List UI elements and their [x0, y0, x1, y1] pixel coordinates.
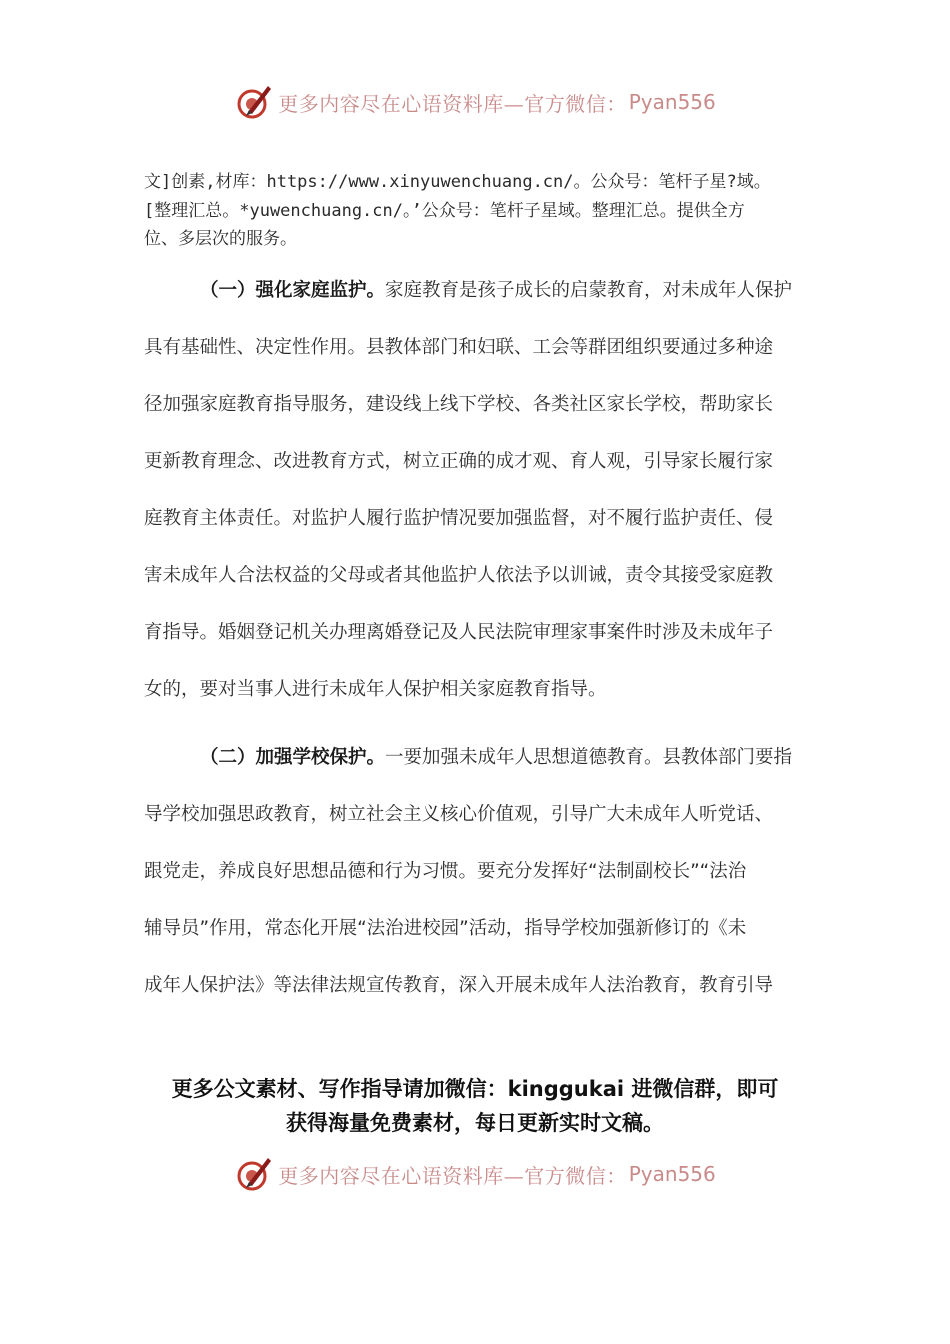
- footer-cta-line: 获得海量免费素材，每日更新实时文稿。: [286, 1111, 664, 1135]
- quill-pen-logo-icon: [234, 82, 274, 122]
- paragraph-line: 育指导。婚姻登记机关办理离婚登记及人民法院审理家事案件时涉及未成年子: [144, 622, 774, 643]
- paragraph-line: 成年人保护法》等法律法规宣传教育，深入开展未成年人法治教育，教育引导: [144, 975, 774, 996]
- watermark-line: 位、多层次的服务。: [144, 229, 297, 249]
- paragraph-line: 导学校加强思政教育，树立社会主义核心价值观，引导广大未成年人听党话、: [144, 804, 774, 825]
- paragraph-line: 更新教育理念、改进教育方式，树立正确的成才观、育人观，引导家长履行家: [144, 451, 774, 472]
- watermark-text-block: [144, 168, 814, 254]
- paragraph-line: 女的，要对当事人进行未成年人保护相关家庭教育指导。: [144, 679, 607, 700]
- section-school-protection: [144, 743, 810, 1028]
- paragraph-line: [144, 276, 810, 333]
- paragraph-text: 家庭教育是孩子成长的启蒙教育，对未成年人保护: [385, 280, 793, 301]
- paragraph-line: 跟党走，养成良好思想品德和行为习惯。要充分发挥好“法制副校长”“法治: [144, 861, 747, 882]
- banner-text: 更多内容尽在心语资料库—官方微信：: [278, 1163, 627, 1188]
- section-heading: （一）强化家庭监护。: [200, 280, 386, 301]
- banner-text: 更多内容尽在心语资料库—官方微信：: [278, 91, 627, 116]
- paragraph-line: 庭教育主体责任。对监护人履行监护情况要加强监督，对不履行监护责任、侵: [144, 508, 774, 529]
- paragraph-line: 径加强家庭教育指导服务，建设线上线下学校、各类社区家长学校，帮助家长: [144, 394, 774, 415]
- footer-cta-line: 更多公文素材、写作指导请加微信：kinggukai 进微信群，即可: [171, 1077, 779, 1101]
- footer-cta: [0, 1072, 950, 1140]
- section-heading: （二）加强学校保护。: [200, 747, 386, 768]
- footer-banner: [0, 1152, 950, 1196]
- paragraph-text: 一要加强未成年人思想道德教育。县教体部门要指: [385, 747, 793, 768]
- watermark-line: [整理汇总。*yuwenchuang.cn/。’公众号：笔杆子星域。整理汇总。提供全方: [144, 200, 745, 221]
- paragraph-line: 害未成年人合法权益的父母或者其他监护人依法予以训诫，责令其接受家庭教: [144, 565, 774, 586]
- header-banner: [0, 80, 950, 124]
- quill-pen-logo-icon: [234, 1154, 274, 1194]
- wechat-handle: Pyan556: [628, 90, 716, 114]
- paragraph-line: 具有基础性、决定性作用。县教体部门和妇联、工会等群团组织要通过多种途: [144, 337, 774, 358]
- paragraph-line: 辅导员”作用，常态化开展“法治进校园”活动，指导学校加强新修订的《未: [144, 918, 747, 939]
- wechat-handle: Pyan556: [628, 1162, 716, 1186]
- watermark-line: 文]创素,材库：https://www.xinyuwenchuang.cn/。公众号：笔杆子星?域。: [144, 172, 771, 192]
- section-family-guardianship: [144, 276, 810, 732]
- paragraph-line: [144, 743, 810, 800]
